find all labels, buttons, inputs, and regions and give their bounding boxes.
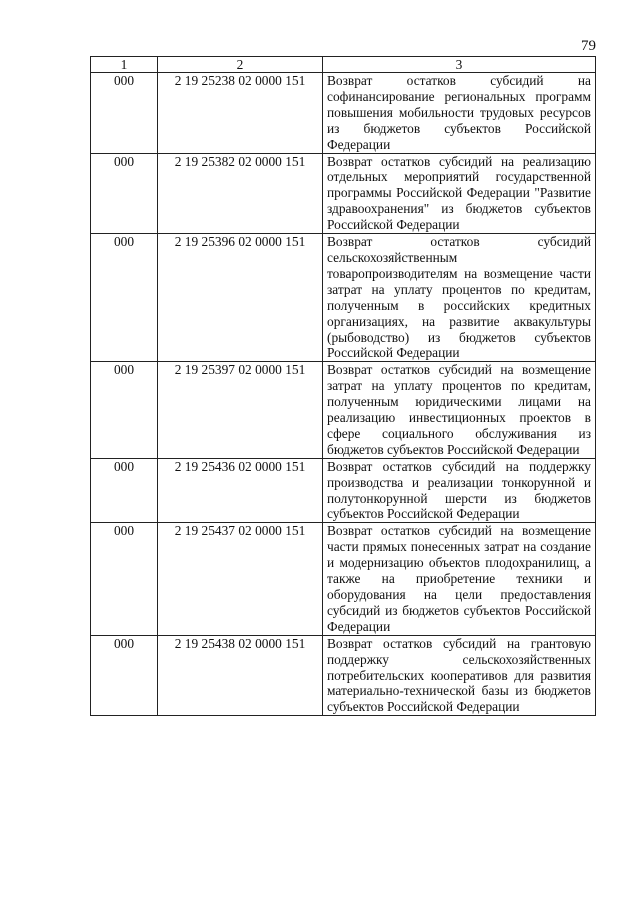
admin-code-cell: 000 xyxy=(91,234,158,362)
table-row xyxy=(91,523,596,635)
admin-code-cell: 000 xyxy=(91,523,158,635)
description-cell: Возврат остатков субсидий на поддержку производства и реализации тонкорунной и полутонкорунной шерсти из бюджетов субъектов Российской Федерации xyxy=(323,458,596,523)
admin-code-cell: 000 xyxy=(91,73,158,154)
description-cell: Возврат остатков субсидий на реализацию отдельных мероприятий государственной программы Российской Федерации "Развитие здравоохранения" из бюджетов субъектов Российской Федерации xyxy=(323,153,596,234)
column-header-3: 3 xyxy=(323,57,596,73)
budget-code-cell: 2 19 25438 02 0000 151 xyxy=(158,635,323,716)
budget-classification-table xyxy=(90,56,596,716)
column-header-2: 2 xyxy=(158,57,323,73)
admin-code-cell: 000 xyxy=(91,153,158,234)
table-row xyxy=(91,458,596,523)
table-row xyxy=(91,153,596,234)
budget-code-cell: 2 19 25238 02 0000 151 xyxy=(158,73,323,154)
table-header-row xyxy=(91,57,596,73)
table-row xyxy=(91,234,596,362)
table-row xyxy=(91,635,596,716)
admin-code-cell: 000 xyxy=(91,635,158,716)
budget-code-cell: 2 19 25396 02 0000 151 xyxy=(158,234,323,362)
description-cell: Возврат остатков субсидий на софинансирование региональных программ повышения мобильности трудовых ресурсов из бюджетов субъектов Российской Федерации xyxy=(323,73,596,154)
description-cell: Возврат остатков субсидий на возмещение затрат на уплату процентов по кредитам, полученным юридическими лицами на реализацию инвестиционных проектов в сфере социального обслуживания из бюджетов субъектов Российской Федерации xyxy=(323,362,596,458)
admin-code-cell: 000 xyxy=(91,458,158,523)
description-cell: Возврат остатков субсидий сельскохозяйственным товаропроизводителям на возмещение части затрат на уплату процентов по кредитам, полученным в российских кредитных организациях, на развитие аквакультуры (рыбоводство) из бюджетов субъектов Российской Федерации xyxy=(323,234,596,362)
budget-code-cell: 2 19 25397 02 0000 151 xyxy=(158,362,323,458)
column-header-1: 1 xyxy=(91,57,158,73)
table-row xyxy=(91,73,596,154)
description-cell: Возврат остатков субсидий на грантовую поддержку сельскохозяйственных потребительских кооперативов для развития материально-технической базы из бюджетов субъектов Российской Федерации xyxy=(323,635,596,716)
admin-code-cell: 000 xyxy=(91,362,158,458)
budget-code-cell: 2 19 25437 02 0000 151 xyxy=(158,523,323,635)
description-cell: Возврат остатков субсидий на возмещение части прямых понесенных затрат на создание и модернизацию объектов плодохранилищ, а также на приобретение техники и оборудования на цели предоставления субсидий из бюджетов субъектов Российской Федерации xyxy=(323,523,596,635)
page-number: 79 xyxy=(581,38,596,54)
budget-code-cell: 2 19 25382 02 0000 151 xyxy=(158,153,323,234)
budget-code-cell: 2 19 25436 02 0000 151 xyxy=(158,458,323,523)
table-row xyxy=(91,362,596,458)
